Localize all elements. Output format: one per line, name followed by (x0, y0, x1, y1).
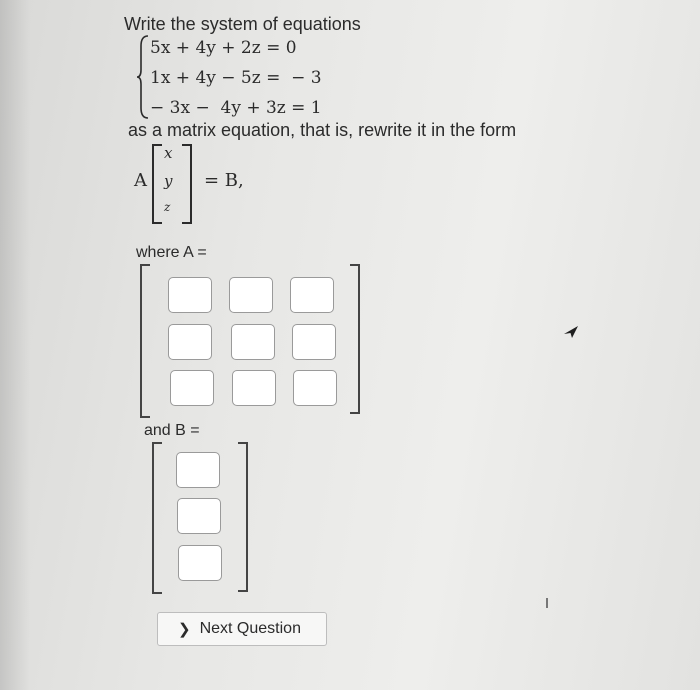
equals-b: = B, (204, 170, 244, 191)
and-b-label: and B = (144, 422, 200, 439)
matrix-symbol-a: A (134, 170, 147, 191)
matrix-b-cell-r3[interactable] (178, 545, 222, 581)
vector-right-bracket (182, 144, 192, 224)
vector-left-bracket (152, 144, 162, 224)
matrix-b-cell-r1[interactable] (176, 452, 220, 488)
where-a-label: where A = (136, 244, 207, 261)
matrix-a-cell-r1c1[interactable] (168, 277, 212, 313)
mouse-cursor-icon (562, 322, 580, 340)
matrix-a-cell-r3c2[interactable] (232, 370, 276, 406)
chevron-right-icon: ❯ (178, 621, 191, 638)
next-question-label: Next Question (199, 620, 301, 637)
vector-entry-y: y (164, 172, 173, 190)
vector-entry-z: z (164, 200, 171, 214)
matrix-b-right-bracket (238, 442, 248, 592)
next-question-button[interactable] (157, 612, 327, 646)
matrix-a-cell-r2c1[interactable] (168, 324, 212, 360)
equation-2: 1x + 4y − 5z = − 3 (150, 68, 322, 88)
decorative-tick (546, 598, 548, 608)
matrix-b-cell-r2[interactable] (177, 498, 221, 534)
question-prompt: Write the system of equations (124, 14, 361, 34)
matrix-a-cell-r2c2[interactable] (231, 324, 275, 360)
matrix-a-cell-r1c3[interactable] (290, 277, 334, 313)
instruction-text: as a matrix equation, that is, rewrite it in the form (128, 120, 517, 140)
matrix-a-cell-r3c1[interactable] (170, 370, 214, 406)
vector-entry-x: x (164, 144, 173, 162)
matrix-a-left-bracket (140, 264, 150, 418)
matrix-a-right-bracket (350, 264, 360, 414)
matrix-b-left-bracket (152, 442, 162, 594)
matrix-a-cell-r2c3[interactable] (292, 324, 336, 360)
equation-3: − 3x − 4y + 3z = 1 (150, 98, 322, 118)
matrix-a-cell-r3c3[interactable] (293, 370, 337, 406)
page-edge-shadow (0, 0, 30, 690)
matrix-form-expression (134, 144, 334, 224)
system-brace (136, 34, 150, 120)
matrix-a-cell-r1c2[interactable] (229, 277, 273, 313)
equation-1: 5x + 4y + 2z = 0 (150, 38, 297, 58)
